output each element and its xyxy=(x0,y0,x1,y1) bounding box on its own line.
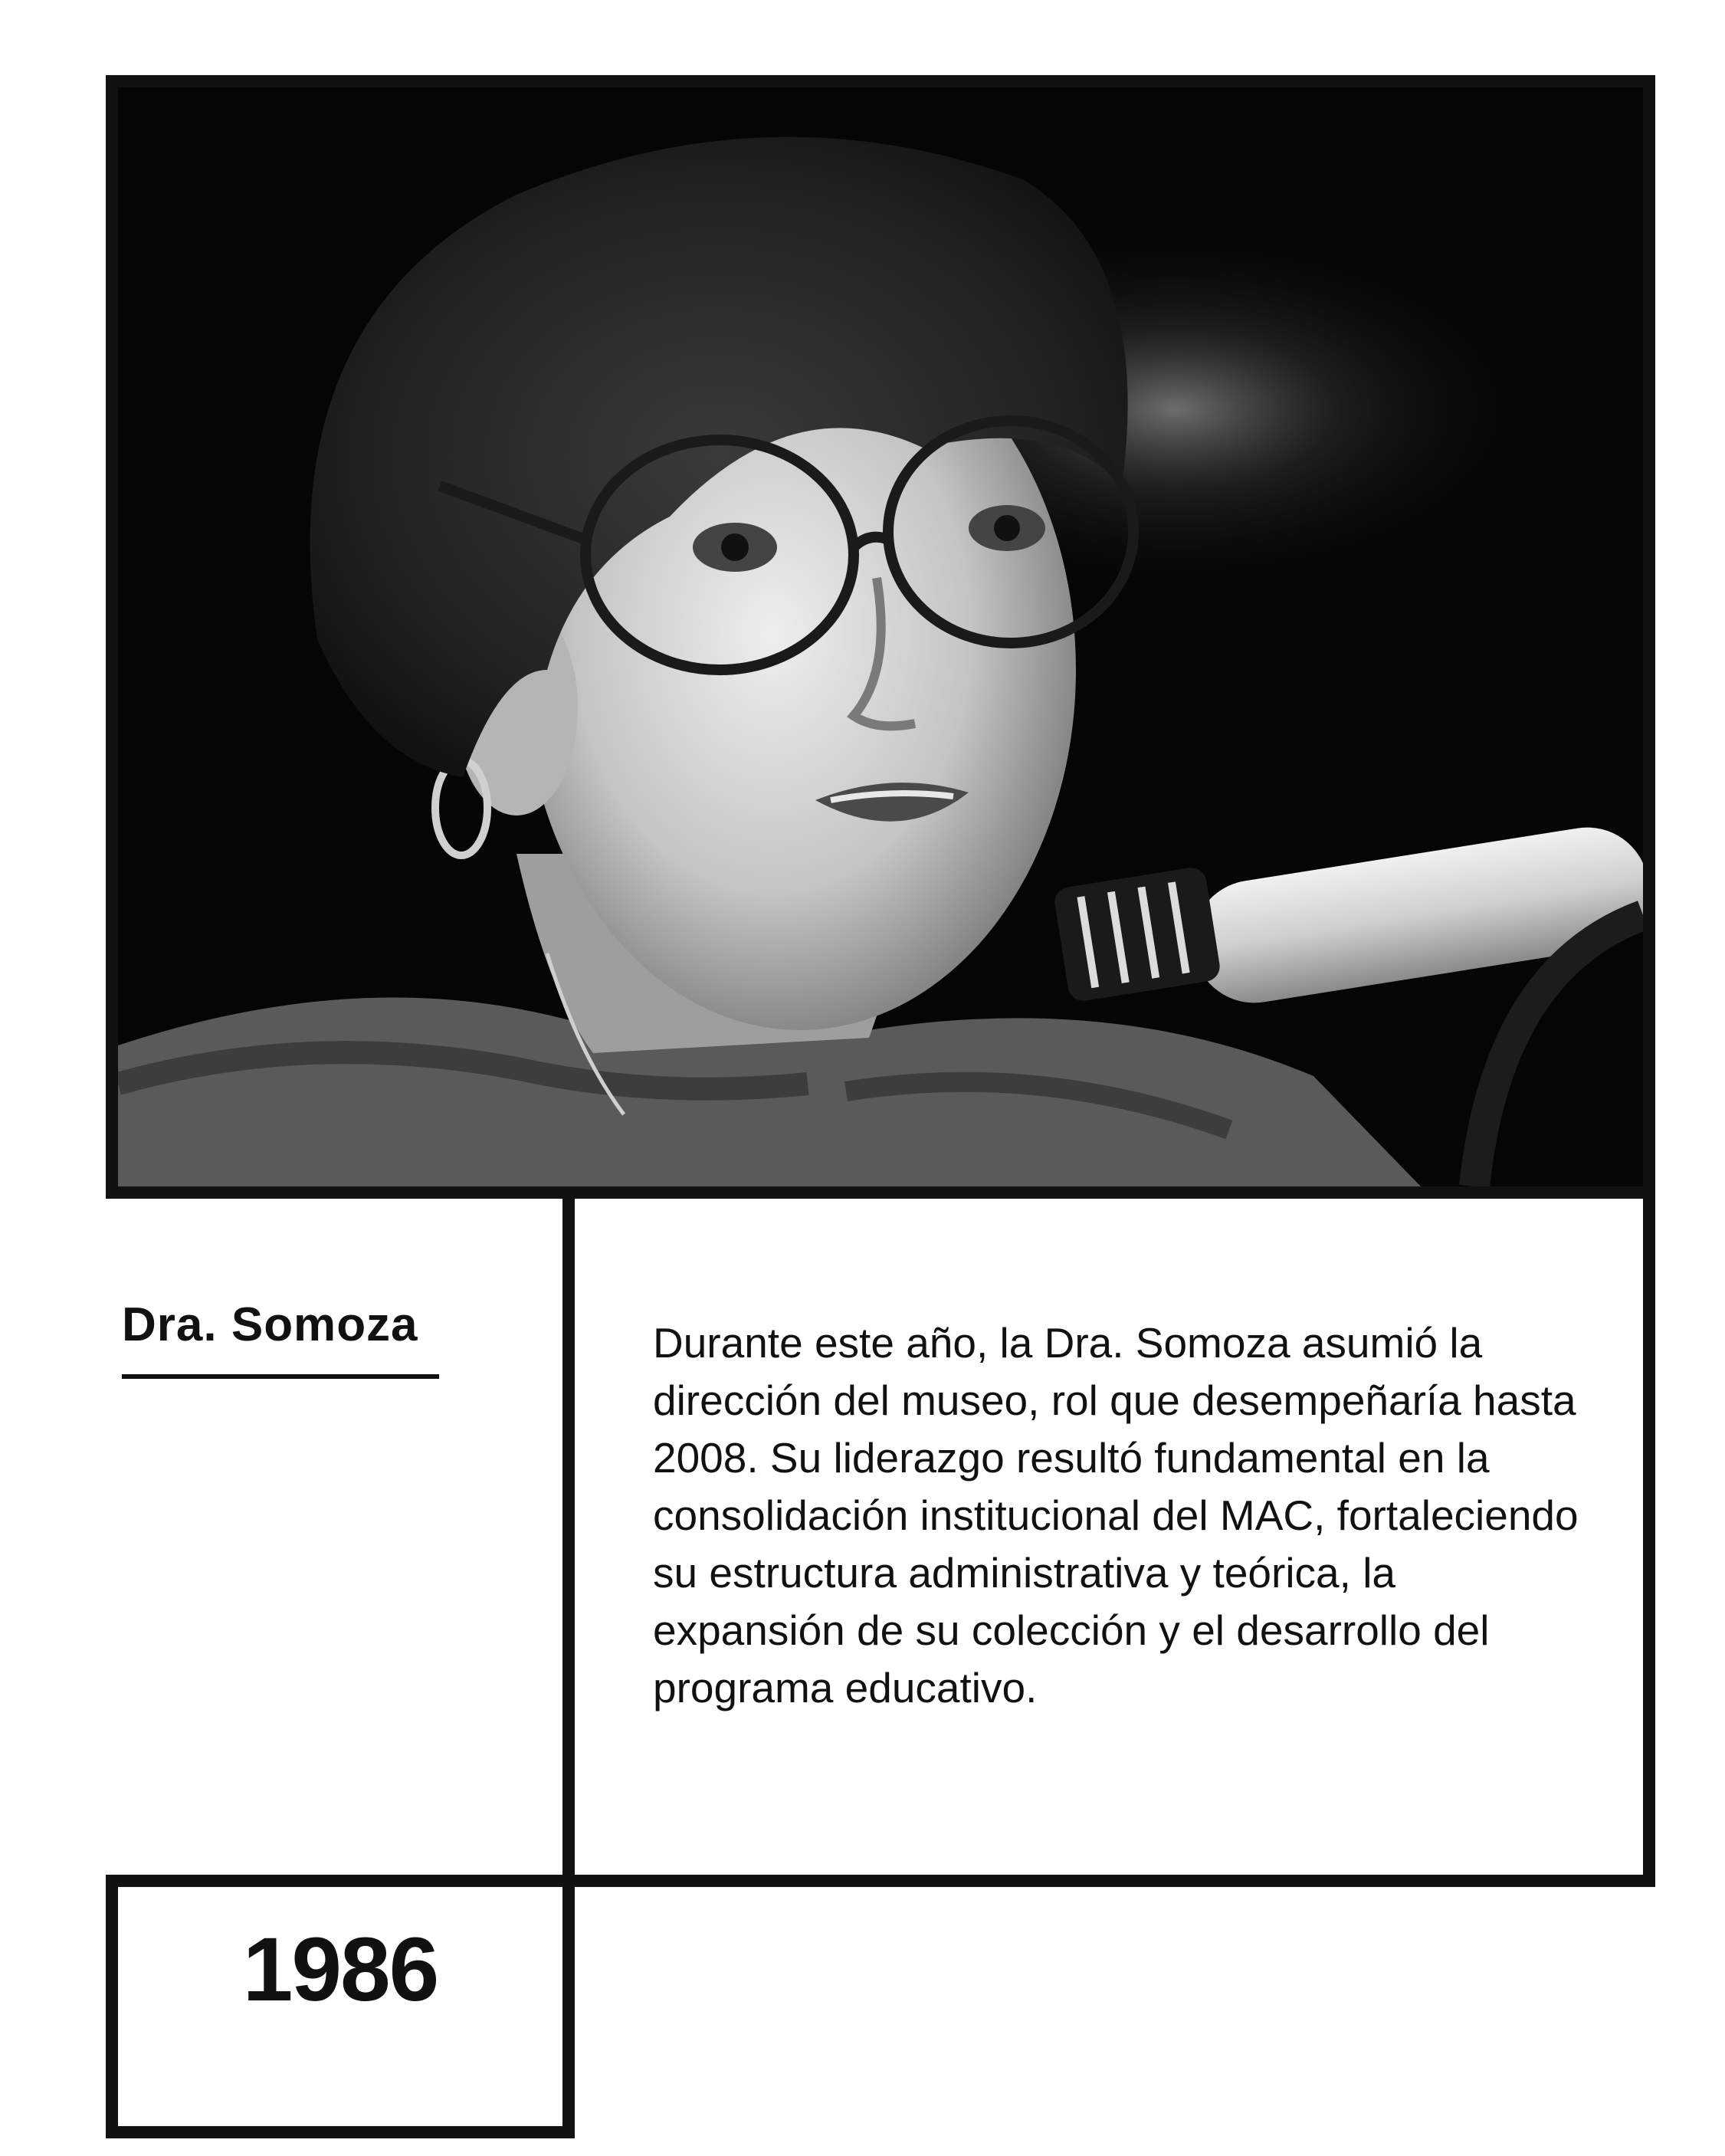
description-text: Durante este año, la Dra. Somoza asumió la dirección del museo, rol que desempeñaría hasta 2008. Su liderazgo resultó fundamental en la consolidación institucional del MAC, fortaleciendo su estructura administrativa y teórica, la expansión de su colección y el desarrollo del programa educativo. xyxy=(653,1319,1579,1711)
frame-top xyxy=(106,75,1655,87)
name-underline xyxy=(122,1374,439,1379)
frame-photo-bottom xyxy=(106,1186,1655,1199)
frame-text-bottom xyxy=(106,1875,1655,1887)
frame-year-left xyxy=(106,1875,118,2138)
frame-right xyxy=(1643,75,1655,1887)
portrait-illustration xyxy=(118,87,1643,1186)
person-name: Dra. Somoza xyxy=(122,1298,418,1351)
year-label: 1986 xyxy=(242,1919,438,2020)
portrait-photo xyxy=(118,87,1643,1186)
frame-year-bottom xyxy=(106,2126,575,2138)
frame-middle-vertical xyxy=(562,1186,575,2138)
frame-left-photo xyxy=(106,75,118,1199)
